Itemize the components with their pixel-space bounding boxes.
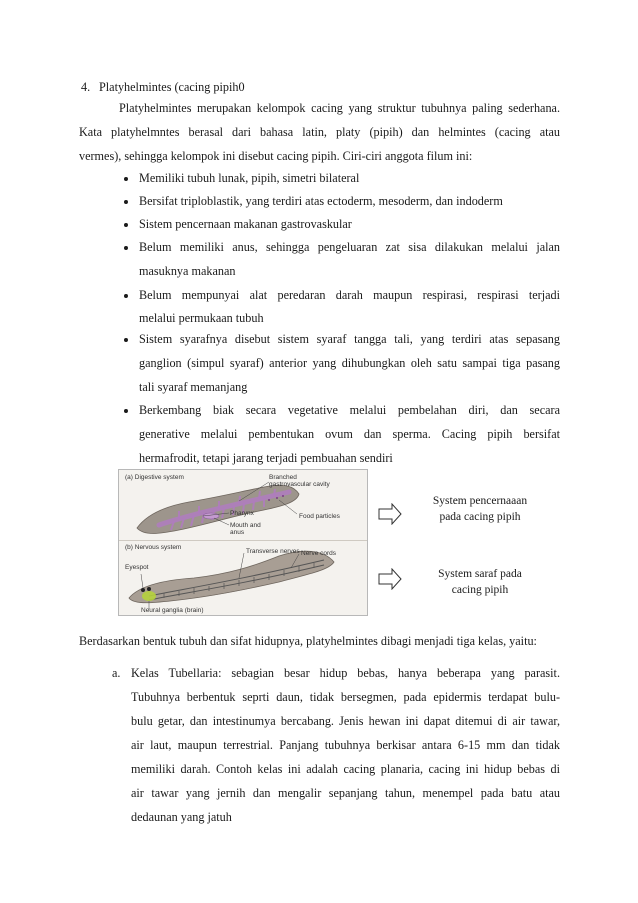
- flatworm-illustration: [119, 470, 367, 615]
- list-item: Belum mempunyai alat peredaran darah maupun respirasi, respirasi terjadi: [139, 288, 560, 302]
- list-item-continuation: ganglion (simpul syaraf) anterior yang dihubungkan oleh satu sampai tiga pasang: [139, 356, 560, 370]
- list-item: Bersifat triploblastik, yang terdiri atas ectoderm, mesoderm, dan indoderm: [139, 194, 503, 208]
- list-item: Sistem pencernaan makanan gastrovaskular: [139, 217, 352, 231]
- branched-label: Branched: [269, 474, 297, 481]
- eyespot-label: Eyespot: [125, 564, 149, 571]
- class-a-marker: a.: [112, 666, 121, 680]
- bullet-icon: [124, 338, 128, 342]
- list-item-continuation: melalui permukaan tubuh: [139, 311, 264, 325]
- intro-line-2: Kata platyhelmntes berasal dari bahasa latin, platy (pipih) dan helmintes (cacing atau: [79, 125, 560, 139]
- class-a-line: memiliki darah. Contoh kelas ini adalah cacing planaria, cacing ini hidup bebas di: [131, 762, 560, 776]
- transverse-nerves-label: Transverse nerves: [246, 548, 300, 555]
- food-particles-label: Food particles: [299, 513, 340, 520]
- pharynx-label: Pharynx: [230, 510, 254, 517]
- bullet-icon: [124, 409, 128, 413]
- bullet-icon: [124, 294, 128, 298]
- class-a-line: Tubuhnya berbentuk seprti daun, tidak bersegmen, pada epidermis terdapat bulu-: [131, 690, 560, 704]
- bullet-icon: [124, 177, 128, 181]
- list-item: Berkembang biak secara vegetative melalui pembelahan diri, dan secara: [139, 403, 560, 417]
- class-a-line: bulu getar, dan intestinumya bercabang. Jenis hewan ini dapat ditemui di air tawar,: [131, 714, 560, 728]
- intro-line-1: Platyhelmintes merupakan kelompok cacing yang struktur tubuhnya paling sederhana.: [119, 101, 560, 115]
- class-a-line: air tawar yang jernih dan mengalir sepanjang tahun, menempel pada batu atau: [131, 786, 560, 800]
- bullet-icon: [124, 246, 128, 250]
- nervous-caption-line-1: System saraf pada: [438, 568, 522, 580]
- list-item: Memiliki tubuh lunak, pipih, simetri bilateral: [139, 171, 360, 185]
- list-item-continuation: generative melalui pembentukan ovum dan sperma. Cacing pipih bersifat: [139, 427, 560, 441]
- nervous-system-label: (b) Nervous system: [125, 544, 182, 551]
- digestive-system-label: (a) Digestive system: [125, 474, 184, 481]
- list-item-continuation: masuknya makanan: [139, 264, 236, 278]
- section-heading: Platyhelmintes (cacing pipih0: [99, 80, 245, 94]
- bullet-icon: [124, 223, 128, 227]
- section-number: 4.: [81, 80, 91, 94]
- nervous-caption-line-2: cacing pipih: [451, 584, 509, 596]
- anus-label: anus: [230, 529, 245, 536]
- class-a-line: Kelas Tubellaria: sebagian besar hidup bebas, hanya beberapa yang parasit.: [131, 666, 560, 680]
- figure-divider: [119, 540, 367, 541]
- arrow-right-icon: [378, 568, 402, 590]
- nerve-cords-label: Nerve cords: [301, 550, 337, 557]
- class-a-line: air laut, maupun terrestrial. Panjang tubuhnya berkisar antara 6-15 mm dan tidak: [131, 738, 560, 752]
- intro-line-3: vermes), sehingga kelompok ini disebut cacing pipih. Ciri-ciri anggota filum ini:: [79, 149, 473, 163]
- list-item: Sistem syarafnya disebut sistem syaraf tangga tali, yang terdiri atas sepasang: [139, 332, 560, 346]
- bullet-icon: [124, 200, 128, 204]
- list-item-continuation: hermafrodit, tetapi jarang terjadi pembuahan sendiri: [139, 451, 393, 465]
- digestive-caption-line-1: System pencernaaan: [432, 495, 528, 507]
- mouth-label: Mouth and: [230, 522, 261, 529]
- list-item-continuation: tali syaraf memanjang: [139, 380, 248, 394]
- flatworm-figure: [118, 469, 368, 616]
- digestive-caption-line-2: pada cacing pipih: [439, 511, 521, 523]
- gastrovascular-label: gastrovascular cavity: [269, 481, 330, 488]
- arrow-right-icon: [378, 503, 402, 525]
- classes-intro: Berdasarkan bentuk tubuh dan sifat hidupnya, platyhelmintes dibagi menjadi tiga kelas, yaitu:: [79, 634, 537, 648]
- neural-ganglia-label: Neural ganglia (brain): [141, 607, 204, 614]
- class-a-line: dedaunan yang jatuh: [131, 810, 232, 824]
- list-item: Belum memiliki anus, sehingga pengeluaran zat sisa dilakukan melalui jalan: [139, 240, 560, 254]
